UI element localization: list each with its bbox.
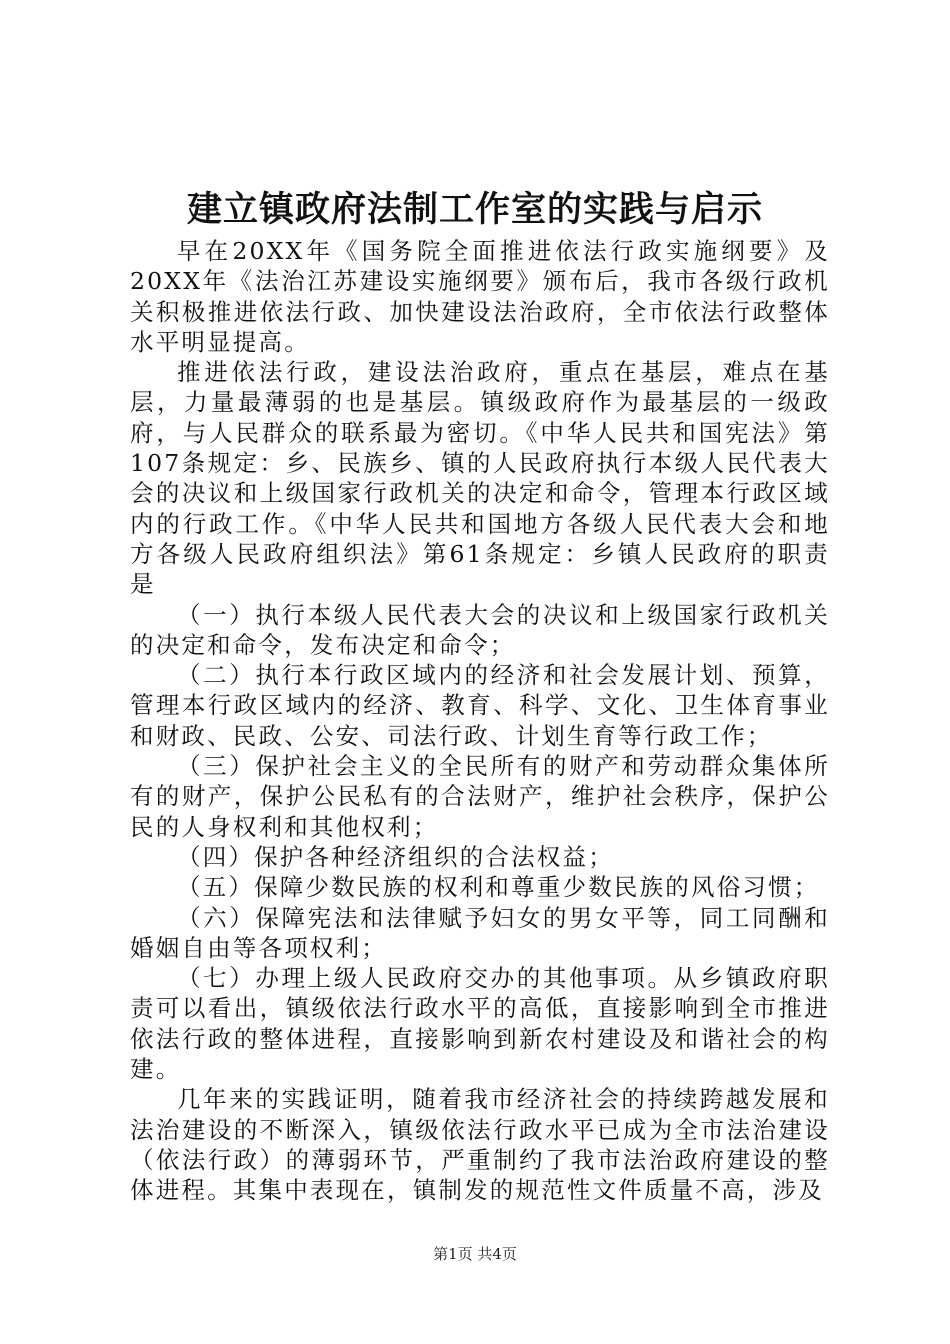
document-body [130,236,830,1206]
paragraph-10: 几年来的实践证明，随着我市经济社会的持续跨越发展和法治建设的不断深入，镇级依法行政水平已成为全市法治建设（依法行政）的薄弱环节，严重制约了我市法治政府建设的整体进程。其集中表现在，镇制发的规范性文件质量不高，涉及 [130,1085,830,1205]
paragraph-9: （七）办理上级人民政府交办的其他事项。从乡镇政府职责可以看出，镇级依法行政水平的高低，直接影响到全市推进依法行政的整体进程，直接影响到新农村建设及和谐社会的构建。 [130,964,830,1084]
paragraph-8: （六）保障宪法和法律赋予妇女的男女平等，同工同酬和婚姻自由等各项权利； [130,903,830,962]
paragraph-1: 早在20XX年《国务院全面推进依法行政实施纲要》及20XX年《法治江苏建设实施纲要》颁布后，我市各级行政机关积极推进依法行政、加快建设法治政府，全市依法行政整体水平明显提高。 [130,237,830,356]
paragraph-7: （五）保障少数民族的权利和尊重少数民族的风俗习惯； [177,873,820,902]
paragraph-6: （四）保护各种经济组织的合法权益； [177,842,614,871]
paragraph-4: （二）执行本行政区域内的经济和社会发展计划、预算，管理本行政区域内的经济、教育、科学、文化、卫生体育事业和财政、民政、公安、司法行政、计划生育等行政工作； [130,661,830,750]
paragraph-2: 推进依法行政，建设法治政府，重点在基层，难点在基层，力量最薄弱的也是基层。镇级政府作为最基层的一级政府，与人民群众的联系最为密切。《中华人民共和国宪法》第107条规定：乡、民族乡、镇的人民政府执行本级人民代表大会的决议和上级国家行政机关的决定和命令，管理本行政区域内的行政工作。《中华人民共和国地方各级人民代表大会和地方各级人民政府组织法》第61条规定：乡镇人民政府的职责是 [130,358,830,599]
paragraph-3: （一）执行本级人民代表大会的决议和上级国家行政机关的决定和命令，发布决定和命令； [130,600,830,659]
paragraph-5: （三）保护社会主义的全民所有的财产和劳动群众集体所有的财产，保护公民私有的合法财产，维护社会秩序，保护公民的人身权利和其他权利； [130,752,830,841]
page-footer: 第1页 共4页 [433,1245,517,1263]
document-title: 建立镇政府法制工作室的实践与启示 [186,189,763,230]
